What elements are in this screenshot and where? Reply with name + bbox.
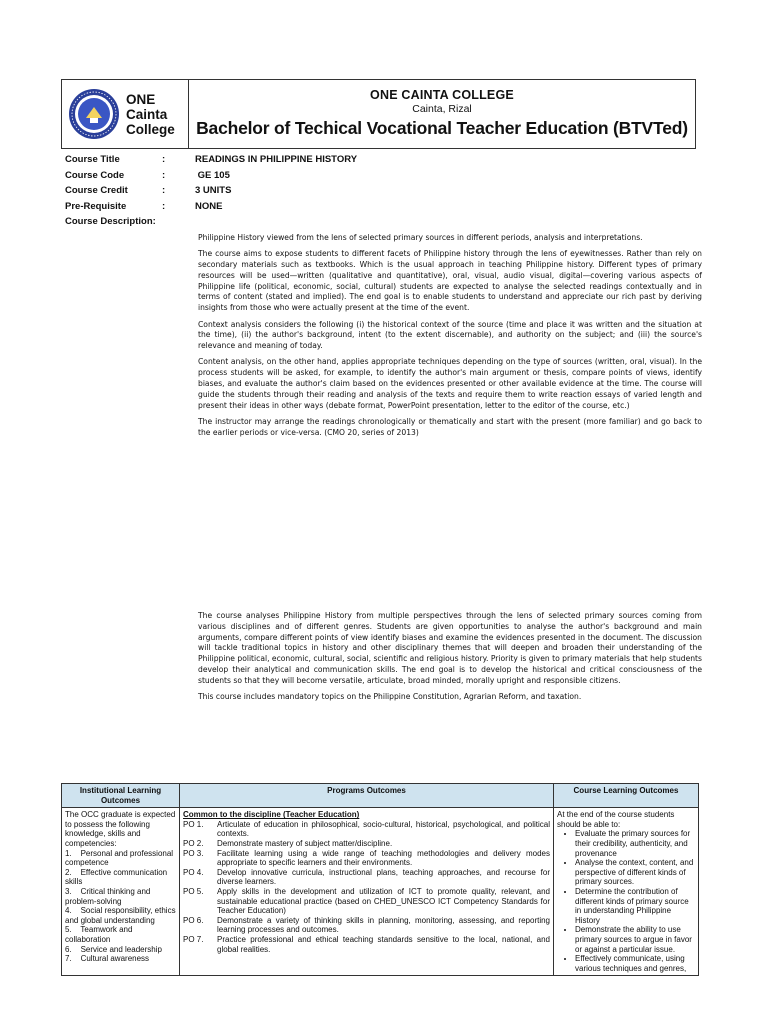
po-text: Demonstrate a variety of thinking skills in planning, monitoring, assessing, and reporting learning processes and outcomes. [217,915,550,935]
po-text: Articulate of education in philosophical, socio-cultural, historical, psychological, and political contexts. [217,819,550,839]
description-paragraph: Context analysis considers the following (i) the historical context of the source (time and place it was written and the situation at the time), (ii) the author's background, intent (to the extent discernable), and authority on the subject; and (iii) the source's relevance and meaning of today. [198,319,702,351]
course-description-row [65,214,495,230]
po-number: PO 2. [183,838,204,848]
ilo-item: 7. Cultural awareness [65,954,150,964]
course-title-row [65,152,495,168]
ilo-item: 2. Effective communication skills [65,867,170,887]
po-number: PO 3. [183,848,204,858]
course-title-value: READINGS IN PHILIPPINE HISTORY [195,154,358,165]
clo-cell [554,808,699,976]
logo-wordmark: ONE Cainta College [126,91,175,137]
description-paragraph: The instructor may arrange the readings chronologically or thematically and start with the present (more familiar) and go back to the earlier periods or vice-versa. (CMO 20, series of 2013) [198,416,702,437]
po-text: Apply skills in the development and utilization of ICT to promote quality, relevant, and sustainable educational practice (based on CHED_UNESCO ICT Competency Standards for Teacher Education) [217,886,550,916]
clo-item: • Evaluate the primary sources for their credibility, authenticity, and provenance [575,829,695,858]
clo-item: • Analyse the context, content, and perspective of different kinds of primary sources. [575,858,695,887]
po-text: Demonstrate mastery of subject matter/discipline. [217,838,393,848]
ilo-item: 3. Critical thinking and problem-solving [65,886,153,906]
colon: : [162,185,166,196]
po-item [183,820,550,839]
ilo-item: 5. Teamwork and collaboration [65,925,135,944]
po-number: PO 6. [183,915,204,925]
ilo-cell [62,808,180,976]
course-credit-row [65,183,495,199]
course-credit-value: 3 UNITS [195,185,232,196]
course-info [65,152,495,230]
clo-item: • Determine the contribution of different kinds of primary source in understanding Philippine History [575,887,695,925]
outcomes-header-row [62,784,699,808]
course-title-label: Course Title [65,154,120,165]
prerequisite-row [65,199,495,215]
clo-item: • Demonstrate the ability to use primary sources to argue in favor or against a particular issue. [575,925,695,954]
logo-cell [62,80,189,148]
outcomes-table [61,783,699,976]
po-number: PO 1. [183,819,204,829]
description-paragraph: Content analysis, on the other hand, applies appropriate techniques depending on the type of sources (written, oral, visual). In the process students will be asked, for example, to identify the author's main argument or thesis, compare points of views, identify biases, and evaluate the author's claim based on the evidences presented or other available evidence at the time. The course will guide the students through their reading and analysis of the texts and require them to write reaction essays of varied length and present their ideas in other ways (debate format, PowerPoint presentation, letter to the editor of the course, etc.) [198,357,702,410]
colon: : [162,200,166,212]
po-cell [180,808,554,976]
course-code-label: Course Code [65,169,125,181]
clo-header: Course Learning Outcomes [554,784,699,808]
po-item [183,916,550,935]
summary-paragraph: This course includes mandatory topics on the Philippine Constitution, Agrarian Reform, and taxation. [198,692,582,702]
summary-paragraph: The course analyses Philippine History from multiple perspectives through the lens of selected primary sources coming from various disciplines and of different genres. Students are given opportunities to analyse the author's background and main arguments, compare different points of view identify biases and examine the evidences presented in the document. The discussion will tackle traditional topics in history and other disciplinary themes that will deepen and broaden their understanding of the Philippine political, economic, cultural, social, scientific and religious history. Priority is given to primary materials that help students develop their analytical and communication skills. The end goal is to develop the historical and critical consciousness of the students so that they will become versatile, articulate, broad minded, morally upright and responsible citizens. [198,611,702,685]
clo-list [557,829,695,973]
course-description-label: Course Description: [65,216,156,227]
course-description-block [198,233,702,444]
po-text: Facilitate learning using a wide range of teaching methodologies and delivery modes appropriate to specific learners and their environments. [217,848,550,868]
course-code-row [65,168,495,184]
description-paragraph: Philippine History viewed from the lens of selected primary sources in different periods, analysis and interpretations. [198,233,643,242]
po-item [183,868,550,887]
colon: : [162,154,166,165]
colon: : [162,169,166,181]
document-header [61,79,696,149]
ilo-item: 1. Personal and professional competence [65,848,176,868]
po-text: Develop innovative curricula, instructional plans, teaching approaches, and recourse for diverse learners. [217,867,550,887]
college-seal-icon [68,88,120,140]
description-paragraph: The course aims to expose students to different facets of Philippine history through the lens of eyewitnesses. Rather than rely on secondary materials such as textbooks. Which is the usual approach in teaching Philippine history. Different types of primary resources will be used—written (qualitative and quantitative), oral, visual, audio visual, digital—covering various aspects of Philippine life (political, economic, social, cultural) students are expected to analyse the selected readings contextually and in terms of content (stated and implied). The end goal is to enable students to understand and appreciate our rich past by deriving insights from those who were actually present at the time of the event. [198,249,702,313]
po-item [183,849,550,868]
course-credit-label: Course Credit [65,185,128,196]
ilo-item: 4. Social responsibility, ethics and global understanding [65,906,178,925]
ilo-header: Institutional Learning Outcomes [62,784,180,808]
po-heading: Common to the discipline (Teacher Education) [183,810,360,820]
po-item [183,935,550,954]
college-name: ONE CAINTA COLLEGE [370,88,514,102]
college-location: Cainta, Rizal [412,103,472,115]
clo-intro: At the end of the course students should be able to: [557,810,675,829]
clo-item: • Effectively communicate, using various techniques and genres, [575,954,695,973]
prerequisite-label: Pre-Requisite [65,200,127,212]
po-text: Practice professional and ethical teaching standards sensitive to the local, national, and global realities. [217,934,550,954]
po-header: Programs Outcomes [180,784,554,808]
po-number: PO 7. [183,934,204,944]
course-code-value: GE 105 [195,169,230,181]
ilo-intro: The OCC graduate is expected to possess the following knowledge, skills and competencies: [65,810,176,848]
course-summary-block [198,611,702,708]
title-cell [189,80,695,148]
ilo-item: 6. Service and leadership [65,944,162,954]
po-number: PO 4. [183,867,204,877]
prerequisite-value: NONE [195,200,223,212]
po-item [183,887,550,916]
outcomes-body-row [62,808,699,976]
program-title: Bachelor of Techical Vocational Teacher Education (BTVTed) [196,118,688,138]
po-number: PO 5. [183,886,204,896]
po-item [183,839,550,849]
